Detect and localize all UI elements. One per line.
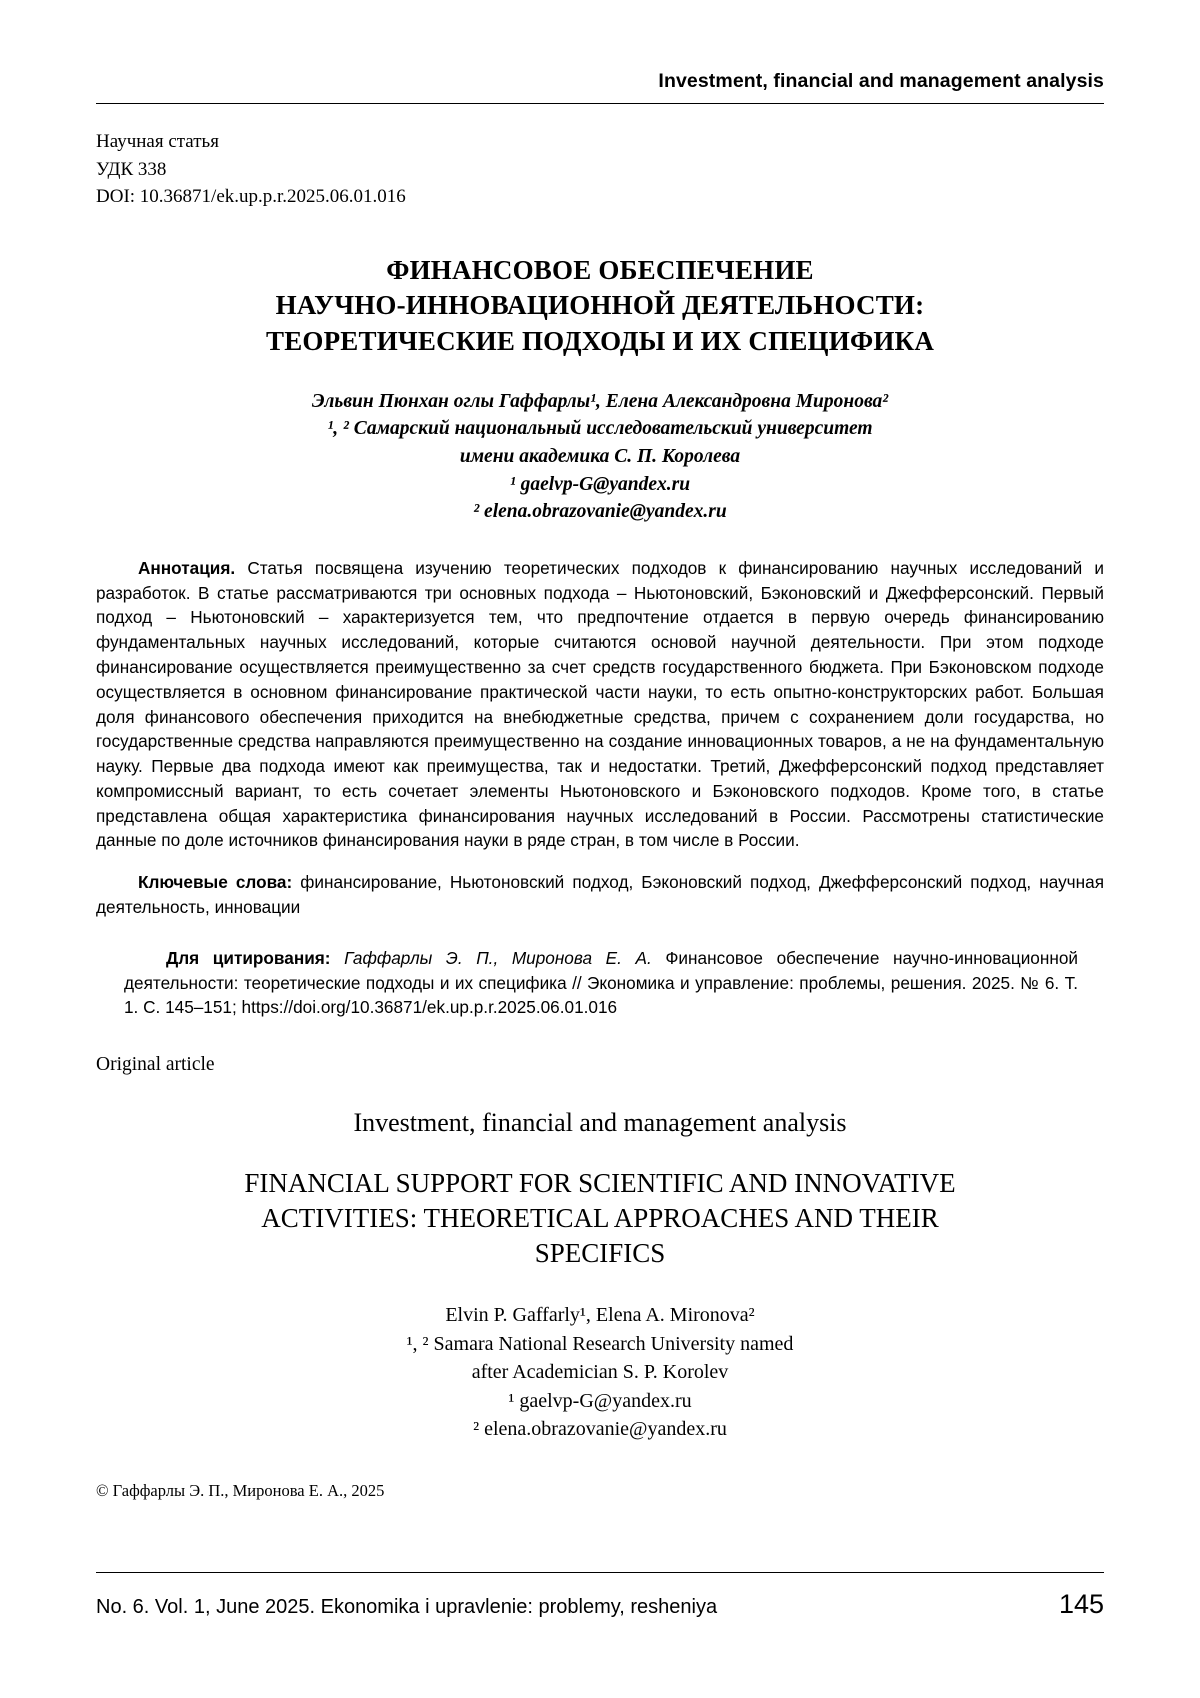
page-footer: [96, 1572, 1104, 1620]
title-english-line-1: FINANCIAL SUPPORT FOR SCIENTIFIC AND INNOVATIVE: [244, 1168, 956, 1199]
title-english-line-3: SPECIFICS: [534, 1238, 666, 1269]
title-russian-line-3: ТЕОРЕТИЧЕСКИЕ ПОДХОДЫ И ИХ СПЕЦИФИКА: [265, 325, 935, 356]
article-meta: [96, 128, 1104, 211]
affiliation-russian-line-2: имени академика С. П. Королева: [459, 445, 741, 467]
keywords-text: финансирование, Ньютоновский подход, Бэконовский подход, Джефферсонский подход, научная деятельность, инновации: [96, 872, 1104, 918]
title-russian: [96, 253, 1104, 360]
affiliation-english-line-1: ¹, ² Samara National Research University named: [406, 1332, 794, 1355]
authors-russian-names: Эльвин Пюнхан оглы Гаффарлы¹, Елена Александровна Миронова²: [311, 390, 889, 412]
author-email-2[interactable]: ² elena.obrazovanie@yandex.ru: [473, 501, 727, 523]
keywords-label: Ключевые слова:: [138, 872, 293, 893]
footer-journal-info: No. 6. Vol. 1, June 2025. Ekonomika i upravlenie: problemy, resheniya: [96, 1596, 718, 1618]
authors-english: [96, 1301, 1104, 1443]
section-heading-english: Investment, financial and management analysis: [353, 1108, 847, 1138]
title-english: [96, 1166, 1104, 1271]
abstract-paragraph: [96, 556, 1104, 853]
title-russian-line-1: ФИНАНСОВОЕ ОБЕСПЕЧЕНИЕ: [386, 254, 814, 285]
citation-paragraph: [96, 946, 1104, 1020]
author-email-2-english[interactable]: ² elena.obrazovanie@yandex.ru: [473, 1418, 727, 1440]
affiliation-russian-line-1: ¹, ² Самарский национальный исследовательский университет: [327, 418, 873, 440]
header-divider: [96, 103, 1104, 104]
running-head: Investment, financial and management analysis: [658, 70, 1104, 92]
article-type-label: Научная статья: [96, 131, 219, 152]
footer-divider: [96, 1572, 1104, 1573]
page-content: [96, 70, 1104, 1501]
affiliation-english-line-2: after Academician S. P. Korolev: [471, 1361, 729, 1384]
abstract-text: Статья посвящена изучению теоретических подходов к финансированию научных исследований и разработок. В статье рассматриваются три основных подхода – Ньютоновский, Бэконовский и Джефферсонский. Первый подход – Ньютоновский – характеризуется тем, что предпочтение отдается в первую очередь финансированию фундаментальных научных исследований, которые считаются основой научной деятельности. При этом подходе финансирование осуществляется преимущественно за счет средств государственного бюджета. При Бэконовском подходе осуществляется в основном финансирование практической части науки, то есть опытно-конструкторских работ. Большая доля финансового обеспечения приходится на внебюджетные средства, причем с сохранением доли государства, но государственные средства направляются преимущественно на создание инновационных товаров, а не на фундаментальную науку. Первые два подхода имеют как преимущества, так и недостатки. Третий, Джефферсонский подход представляет компромиссный вариант, то есть сочетает элементы Ньютоновского и Бэконовского подходов. Кроме того, в статье представлена общая характеристика финансирования научных исследований в России. Рассмотрены статистические данные по доле источников финансирования науки в ряде стран, в том числе в России.: [96, 557, 1104, 851]
doi-label: DOI: 10.36871/ek.up.p.r.2025.06.01.016: [96, 186, 406, 208]
citation-authors: Гаффарлы Э. П., Миронова Е. А.: [344, 947, 652, 968]
title-english-line-2: ACTIVITIES: THEORETICAL APPROACHES AND THEIR: [261, 1203, 939, 1234]
keywords-paragraph: [96, 870, 1104, 920]
original-article-label: Original article: [96, 1054, 215, 1076]
page-number: 145: [1058, 1589, 1104, 1619]
citation-text: Финансовое обеспечение научно-инновационной деятельности: теоретические подходы и их специфика // Экономика и управление: проблемы, решения. 2025. № 6. Т. 1. С. 145–151; https://doi.org/10.36871/ek.up.p.r.2025.06.01.016: [124, 947, 1078, 1018]
author-email-1[interactable]: ¹ gaelvp-G@yandex.ru: [509, 473, 691, 495]
udk-label: УДК 338: [96, 158, 167, 180]
citation-label: Для цитирования:: [166, 947, 331, 968]
copyright-notice: © Гаффарлы Э. П., Миронова Е. А., 2025: [96, 1481, 385, 1501]
abstract-label: Аннотация.: [138, 557, 236, 578]
title-russian-line-2: НАУЧНО-ИННОВАЦИОННОЙ ДЕЯТЕЛЬНОСТИ:: [275, 290, 925, 321]
authors-russian: [96, 388, 1104, 526]
authors-english-names: Elvin P. Gaffarly¹, Elena A. Mironova²: [445, 1304, 755, 1327]
author-email-1-english[interactable]: ¹ gaelvp-G@yandex.ru: [508, 1389, 692, 1412]
